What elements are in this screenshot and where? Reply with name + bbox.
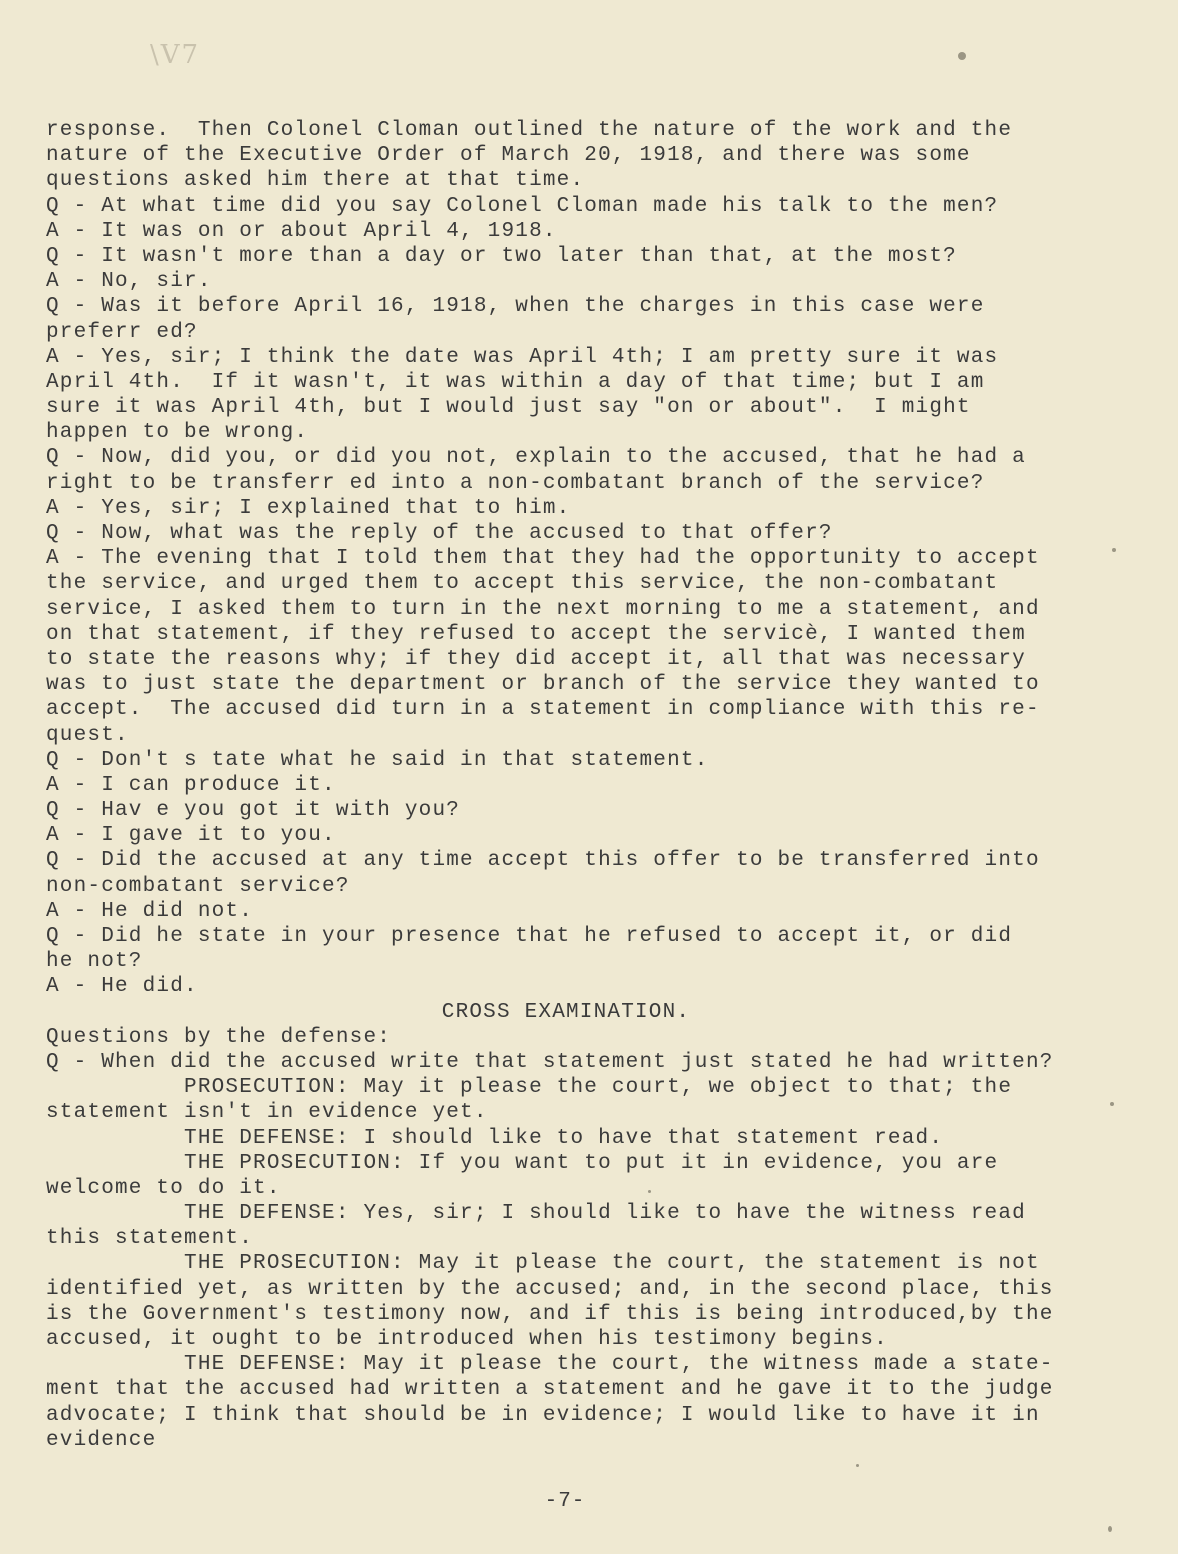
paper-speck — [958, 52, 966, 60]
text-line: A - Yes, sir; I explained that to him. — [46, 496, 571, 520]
text-line: THE DEFENSE: Yes, sir; I should like to have the witness read — [46, 1202, 1026, 1226]
text-line: welcome to do it. — [46, 1176, 281, 1200]
text-line: A - It was on or about April 4, 1918. — [46, 219, 557, 243]
text-line: Q - Don't s tate what he said in that statement. — [46, 748, 709, 772]
paper-speck — [1112, 548, 1116, 552]
text-line: A - I can produce it. — [46, 773, 336, 797]
text-line: Q - When did the accused write that statement just stated he had written? — [46, 1050, 1054, 1074]
text-line: nature of the Executive Order of March 20, 1918, and there was some — [46, 144, 971, 168]
text-line: THE DEFENSE: May it please the court, the witness made a state- — [46, 1353, 1054, 1377]
paper-speck — [1110, 1102, 1114, 1106]
text-line: quest. — [46, 723, 129, 747]
text-line: ment that the accused had written a statement and he gave it to the judge — [46, 1378, 1054, 1402]
text-line: accused, it ought to be introduced when his testimony begins. — [46, 1328, 888, 1351]
text-line: was to just state the department or branch of the service they wanted to — [46, 673, 1040, 697]
paper-speck — [856, 1464, 859, 1467]
text-line: THE PROSECUTION: If you want to put it in evidence, you are — [46, 1151, 999, 1175]
text-line: sure it was April 4th, but I would just say "on or about". I might — [46, 396, 971, 420]
text-line: statement isn't in evidence yet. — [46, 1101, 488, 1125]
text-line: Q - Hav e you got it with you? — [46, 799, 461, 823]
text-line: evidence — [46, 1428, 157, 1452]
text-line: non-combatant service? — [46, 874, 350, 898]
text-line: Q - Now, did you, or did you not, explain to the accused, that he had a — [46, 446, 1026, 470]
text-line: the service, and urged them to accept this service, the non-combatant — [46, 572, 999, 596]
text-line: he not? — [46, 950, 143, 974]
paper-speck — [648, 1190, 651, 1193]
pencil-mark: \V7 — [150, 40, 201, 70]
text-line: service, I asked them to turn in the next morning to me a statement, and — [46, 597, 1040, 621]
text-line: advocate; I think that should be in evidence; I would like to have it in — [46, 1403, 1040, 1427]
text-line: Q - At what time did you say Colonel Cloman made his talk to the men? — [46, 194, 999, 218]
text-line: THE DEFENSE: I should like to have that statement read. — [46, 1126, 944, 1150]
text-line: A - The evening that I told them that they had the opportunity to accept — [46, 547, 1040, 571]
text-line: Questions by the defense: — [46, 1025, 392, 1049]
text-line: THE PROSECUTION: May it please the court, the statement is not — [46, 1252, 1040, 1276]
text-line: to state the reasons why; if they did accept it, all that was necessary — [46, 647, 1026, 671]
text-line: Q - Now, what was the reply of the accused to that offer? — [46, 522, 833, 545]
text-line: this statement. — [46, 1227, 254, 1251]
text-line: April 4th. If it wasn't, it was within a day of that time; but I am — [46, 370, 985, 394]
text-line: right to be transferr ed into a non-combatant branch of the service? — [46, 471, 985, 495]
text-line: questions asked him there at that time. — [46, 169, 585, 193]
text-line: A - Yes, sir; I think the date was April 4th; I am pretty sure it was — [46, 345, 999, 369]
transcript-body — [46, 118, 1146, 1453]
text-line: happen to be wrong. — [46, 421, 309, 445]
text-line: preferr ed? — [46, 320, 198, 344]
text-line: A - I gave it to you. — [46, 824, 336, 848]
text-line: Q - It wasn't more than a day or two later than that, at the most? — [46, 244, 957, 268]
text-line: PROSECUTION: May it please the court, we object to that; the — [46, 1076, 1013, 1100]
section-heading: CROSS EXAMINATION. — [441, 1000, 691, 1024]
text-line: identified yet, as written by the accused; and, in the second place, this — [46, 1277, 1054, 1301]
text-line: Q - Did he state in your presence that he refused to accept it, or did — [46, 925, 1013, 948]
text-line: is the Government's testimony now, and if this is being introduced,by the — [46, 1302, 1054, 1326]
text-line: A - He did not. — [46, 899, 254, 923]
page-number: -7- — [544, 1490, 586, 1513]
text-line: A - He did. — [46, 975, 198, 999]
text-line: accept. The accused did turn in a statement in compliance with this re- — [46, 698, 1040, 722]
text-line: A - No, sir. — [46, 270, 212, 294]
text-line: on that statement, if they refused to accept the servicè, I wanted them — [46, 622, 1026, 646]
paper-speck — [1108, 1526, 1112, 1532]
text-line: Q - Did the accused at any time accept this offer to be transferred into — [46, 849, 1040, 873]
text-line: Q - Was it before April 16, 1918, when the charges in this case were — [46, 295, 985, 319]
text-line: response. Then Colonel Cloman outlined the nature of the work and the — [46, 119, 1013, 142]
